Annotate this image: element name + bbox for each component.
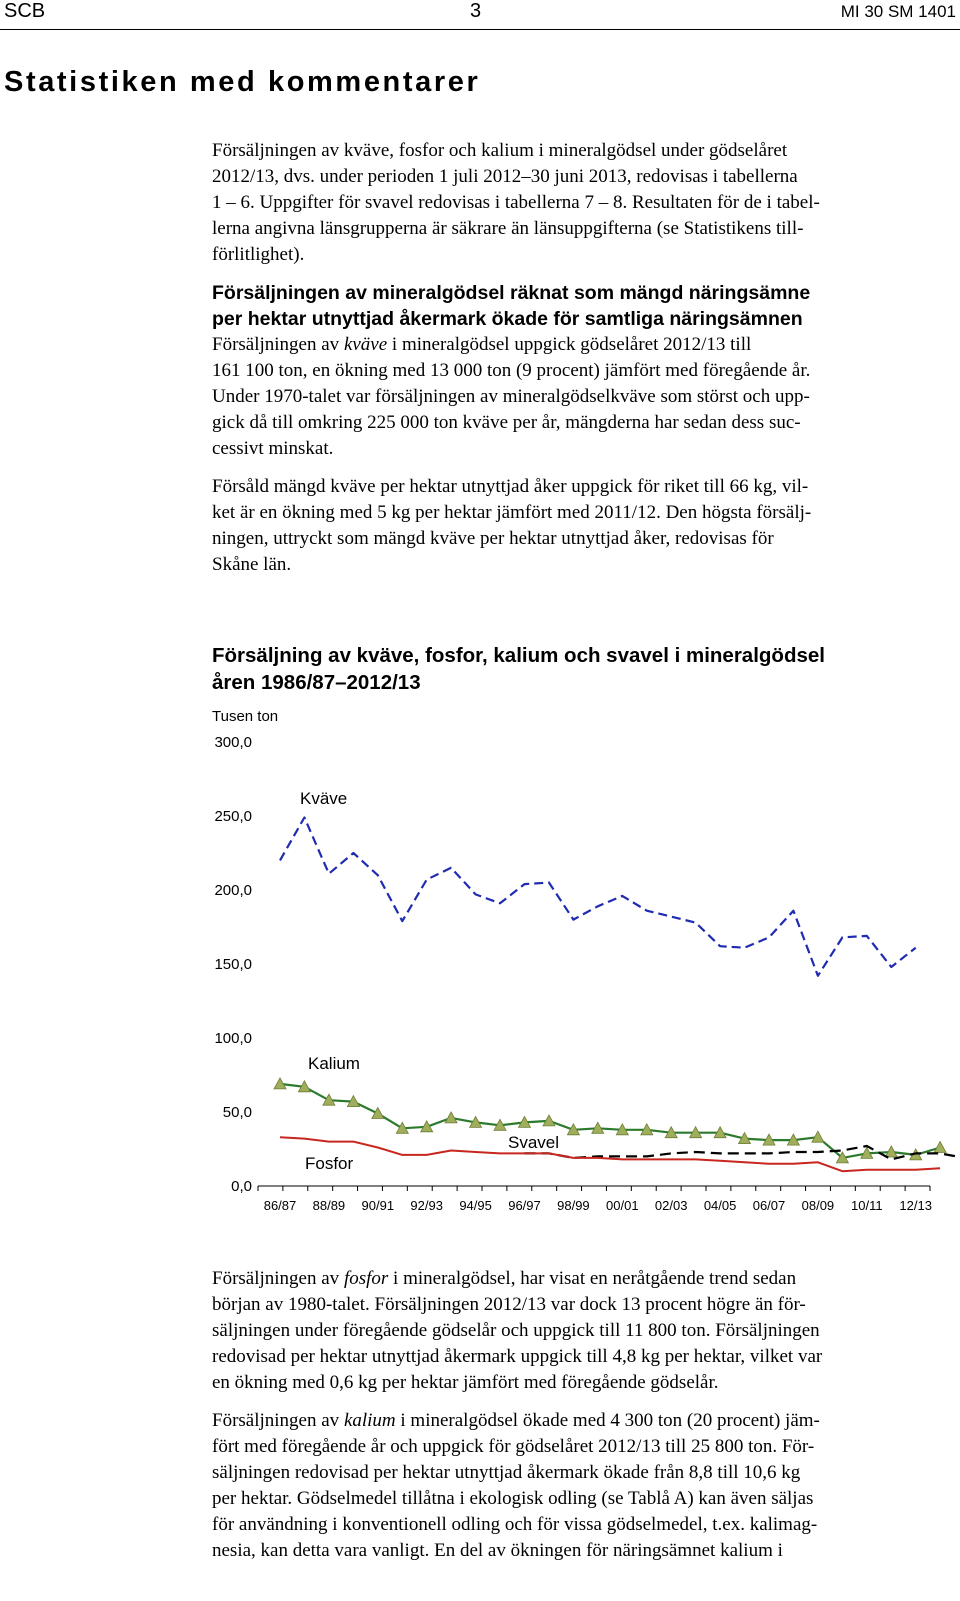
fertilizer-sales-line-chart	[0, 720, 960, 1230]
x-tick-label: 94/95	[459, 1198, 492, 1213]
page-title: Statistiken med kommentarer	[4, 66, 481, 98]
text-run: Försäljningen av	[212, 1410, 344, 1431]
y-tick-label: 150,0	[214, 956, 252, 973]
text-line: säljningen redovisad per hektar utnyttjad åkermark ökade från 8,8 till 10,6 kg	[212, 1462, 801, 1483]
kalium-marker	[934, 1142, 946, 1153]
intro-paragraph	[212, 138, 960, 268]
x-tick-label: 08/09	[801, 1198, 835, 1213]
text-line: cessivt minskat.	[212, 438, 334, 459]
x-tick-label: 02/03	[654, 1198, 688, 1213]
heading-line: per hektar utnyttjad åkermark ökade för samtliga näringsämnen	[212, 308, 803, 330]
text-line: en ökning med 0,6 kg per hektar jämfört med föregående gödselår.	[212, 1372, 719, 1393]
x-tick-label: 98/99	[557, 1198, 590, 1213]
emphasis-nitrogen: kväve	[343, 334, 388, 355]
text-line	[212, 332, 960, 358]
header-series-code: MI 30 SM 1401	[840, 2, 956, 21]
y-tick-label: 200,0	[214, 882, 252, 899]
x-tick-label: 10/11	[851, 1198, 883, 1213]
emphasis-potassium: kalium	[343, 1410, 396, 1431]
emphasis-phosphorus: fosfor	[343, 1268, 389, 1289]
text-line	[212, 1266, 960, 1292]
nitrogen-per-hectare-paragraph	[212, 474, 960, 578]
text-line: början av 1980-talet. Försäljningen 2012/13 var dock 13 procent högre än för-	[212, 1294, 806, 1315]
text-run: Försäljningen av	[212, 334, 344, 355]
text-line	[212, 1408, 960, 1434]
text-line: 2012/13, dvs. under perioden 1 juli 2012–30 juni 2013, redovisas i tabellerna	[212, 166, 798, 187]
chart-title-line: Försäljning av kväve, fosfor, kalium och svavel i mineralgödsel	[212, 644, 825, 667]
text-line: ningen, uttryckt som mängd kväve per hektar utnyttjad åker, redovisas för	[212, 528, 774, 549]
text-run: Försäljningen av	[212, 1268, 344, 1289]
x-tick-label: 86/87	[263, 1198, 297, 1213]
chart-title-line: åren 1986/87–2012/13	[212, 671, 421, 694]
y-tick-label: 300,0	[214, 734, 252, 751]
x-tick-label: 88/89	[312, 1198, 346, 1213]
chart-unit-label: Tusen ton	[212, 708, 279, 725]
page-header	[0, 0, 960, 26]
y-tick-label: 0,0	[231, 1178, 252, 1195]
text-line: lerna angivna länsgrupperna är säkrare än länsuppgifterna (se Statistikens till-	[212, 218, 804, 239]
text-line: nesia, kan detta vara vanligt. En del av ökningen för näringsämnet kalium i	[212, 1540, 783, 1561]
kalium-marker	[372, 1108, 384, 1119]
text-line: Försåld mängd kväve per hektar utnyttjad åker uppgick för riket till 66 kg, vil-	[212, 476, 809, 497]
x-tick-label: 96/97	[508, 1198, 541, 1213]
text-run: i mineralgödsel uppgick gödselåret 2012/13 till	[387, 334, 752, 355]
text-line: ket är en ökning med 5 kg per hektar jämfört med 2011/12. Den högsta försälj-	[212, 502, 812, 523]
series-line-kalium	[280, 1084, 940, 1158]
text-line: per hektar. Gödselmedel tillåtna i ekologisk odling (se Tablå A) kan även säljas	[212, 1488, 814, 1509]
text-line: redovisad per hektar utnyttjad åkermark uppgick till 4,8 kg per hektar, vilket var	[212, 1346, 823, 1367]
text-line: 1 – 6. Uppgifter för svavel redovisas i tabellerna 7 – 8. Resultaten för de i tabel-	[212, 192, 820, 213]
x-tick-label: 00/01	[606, 1198, 639, 1213]
text-line: förlitlighet).	[212, 244, 305, 265]
chart-title	[212, 642, 825, 696]
text-line: 161 100 ton, en ökning med 13 000 ton (9 procent) jämfört med föregående år.	[212, 360, 811, 381]
text-line: Skåne län.	[212, 554, 292, 575]
series-line-kväve	[280, 818, 916, 976]
series-label-fosfor: Fosfor	[305, 1154, 354, 1173]
text-line: gick då till omkring 225 000 ton kväve per år, mängderna har sedan dess suc-	[212, 412, 801, 433]
y-tick-label: 250,0	[214, 808, 252, 825]
text-line: Under 1970-talet var försäljningen av mineralgödselkväve som störst och upp-	[212, 386, 810, 407]
series-label-kväve: Kväve	[300, 789, 348, 808]
header-page-number: 3	[470, 0, 482, 22]
x-tick-label: 92/93	[410, 1198, 443, 1213]
y-tick-label: 50,0	[222, 1104, 252, 1121]
nitrogen-paragraph	[212, 332, 960, 462]
text-line: för användning i konventionell odling och för vissa gödselmedel, t.ex. kalimag-	[212, 1514, 818, 1535]
phosphorus-paragraph	[212, 1266, 960, 1396]
text-line: Försäljningen av kväve, fosfor och kalium i mineralgödsel under gödselåret	[212, 140, 788, 161]
text-line: fört med föregående år och uppgick för gödselåret 2012/13 till 25 800 ton. För-	[212, 1436, 815, 1457]
header-publisher: SCB	[4, 0, 46, 22]
x-tick-label: 06/07	[752, 1198, 786, 1213]
heading-line: Försäljningen av mineralgödsel räknat som mängd näringsämne	[212, 282, 811, 304]
series-label-svavel: Svavel	[508, 1133, 560, 1152]
potassium-paragraph	[212, 1408, 960, 1564]
y-tick-label: 100,0	[214, 1030, 252, 1047]
kalium-marker	[445, 1112, 457, 1123]
header-rule	[0, 29, 960, 30]
section-heading	[212, 280, 810, 332]
text-run: i mineralgödsel ökade med 4 300 ton (20 procent) jäm-	[395, 1410, 820, 1431]
series-label-kalium: Kalium	[308, 1054, 360, 1073]
x-tick-label: 90/91	[361, 1198, 395, 1213]
text-line: säljningen under föregående gödselår och uppgick till 11 800 ton. Försäljningen	[212, 1320, 820, 1341]
x-tick-label: 04/05	[703, 1198, 737, 1213]
text-run: i mineralgödsel, har visat en neråtgående trend sedan	[388, 1268, 797, 1289]
x-tick-label: 12/13	[899, 1198, 932, 1213]
